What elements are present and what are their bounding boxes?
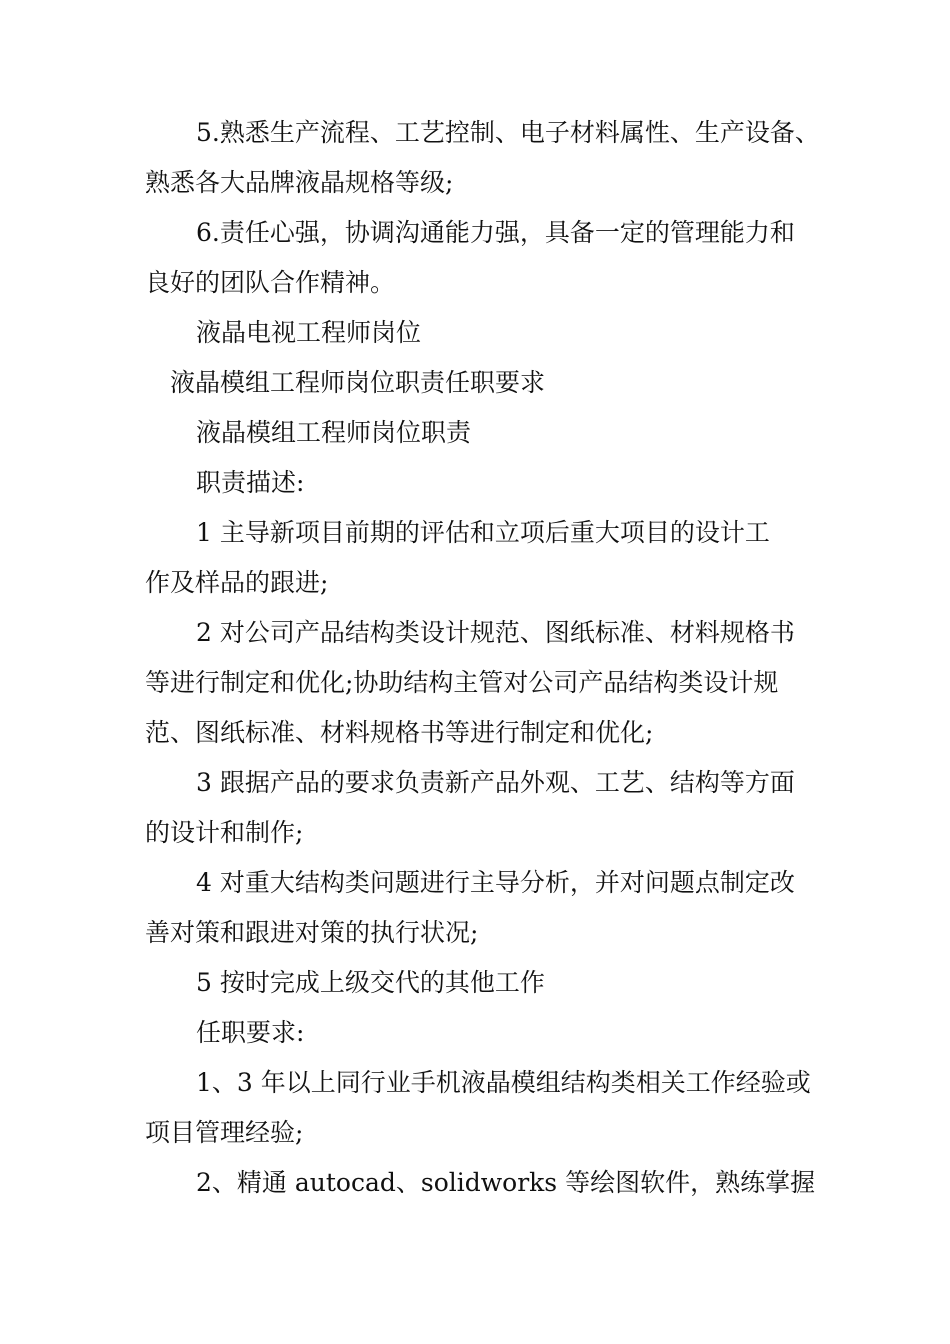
list-item-continuation: 作及样品的跟进; — [145, 568, 329, 597]
list-item: 3 跟据产品的要求负责新产品外观、工艺、结构等方面 — [196, 768, 795, 797]
list-item: 4 对重大结构类问题进行主导分析，并对问题点制定改 — [196, 868, 795, 897]
list-item-continuation: 的设计和制作; — [145, 818, 304, 847]
list-item: 5 按时完成上级交代的其他工作 — [196, 968, 545, 997]
document-body — [145, 108, 820, 1208]
list-item: 1 主导新项目前期的评估和立项后重大项目的设计工 — [196, 518, 770, 547]
list-item-continuation: 范、图纸标准、材料规格书等进行制定和优化; — [145, 718, 654, 747]
list-item-continuation: 项目管理经验; — [145, 1118, 304, 1147]
list-item: 1、3 年以上同行业手机液晶模组结构类相关工作经验或 — [196, 1068, 811, 1097]
paragraph-line: 良好的团队合作精神。 — [145, 268, 396, 297]
section-heading: 液晶电视工程师岗位 — [196, 318, 422, 347]
list-item-continuation: 善对策和跟进对策的执行状况; — [145, 918, 479, 947]
section-label: 职责描述: — [196, 468, 305, 497]
paragraph-line: 熟悉各大品牌液晶规格等级; — [145, 168, 454, 197]
paragraph-line: 6.责任心强，协调沟通能力强，具备一定的管理能力和 — [196, 218, 795, 247]
section-heading: 液晶模组工程师岗位职责 — [196, 418, 472, 447]
list-item-continuation: 等进行制定和优化;协助结构主管对公司产品结构类设计规 — [145, 668, 779, 697]
paragraph-line: 5.熟悉生产流程、工艺控制、电子材料属性、生产设备、 — [196, 118, 820, 147]
document-title: 液晶模组工程师岗位职责任职要求 — [170, 368, 546, 397]
list-item: 2、精通 autocad、solidworks 等绘图软件，熟练掌握 — [196, 1168, 816, 1197]
list-item: 2 对公司产品结构类设计规范、图纸标准、材料规格书 — [196, 618, 795, 647]
section-label: 任职要求: — [196, 1018, 305, 1047]
